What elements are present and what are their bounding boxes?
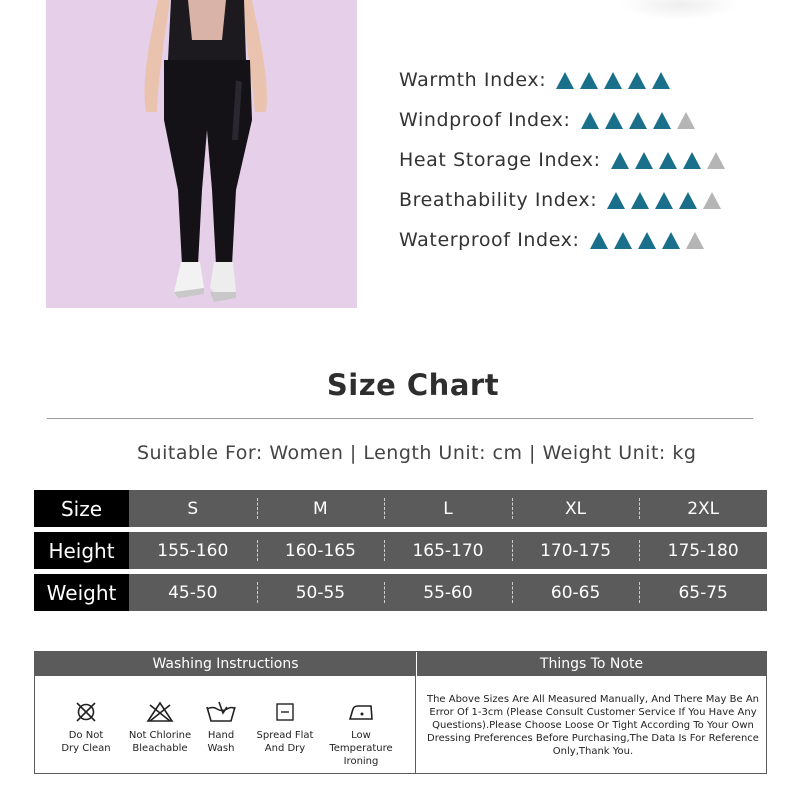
rating-triangle-filled-icon: [683, 152, 701, 169]
washing-instructions-header: Washing Instructions: [35, 652, 416, 676]
title-divider: [47, 418, 753, 419]
height-cell: 170-175: [512, 532, 640, 569]
rating-triangle-filled-icon: [655, 192, 673, 209]
size-chart-title: Size Chart: [326, 368, 500, 402]
care-item: [50, 676, 122, 755]
size-cell: XL: [512, 490, 640, 527]
rating-triangle-filled-icon: [638, 232, 656, 249]
things-to-note-text: The Above Sizes Are All Measured Manually, And There May Be An Error Of 1-3cm (Please Consult Customer Service If You Have Any Questions).Please Choose Loose Or Tight According To Your Own Dressing Preferences Before Purchasing,The Data Is For Reference Only,Thank You.: [426, 694, 760, 757]
rating-triangle-filled-icon: [590, 232, 608, 249]
washing-icons: [35, 676, 415, 773]
care-label: Not Chlorine Bleachable: [128, 730, 192, 754]
care-label: Spread Flat And Dry: [256, 730, 314, 754]
hand-wash-icon: [205, 701, 237, 723]
rating-row-heat-storage: [399, 140, 725, 180]
rating-triangle-empty-icon: [677, 112, 695, 129]
weight-cell: 45-50: [168, 582, 218, 603]
care-label: Low Temperature Ironing: [329, 730, 393, 767]
rating-triangle-filled-icon: [659, 152, 677, 169]
row-header: Size: [34, 490, 129, 527]
rating-label: Breathability Index:: [399, 189, 598, 211]
care-label: Do Not Dry Clean: [61, 730, 111, 754]
rating-triangles: [550, 72, 670, 89]
care-item: [325, 676, 397, 768]
weight-cell: 65-75: [639, 574, 767, 611]
background-highlight: [620, 0, 740, 20]
rating-triangle-empty-icon: [703, 192, 721, 209]
rating-triangles: [575, 112, 695, 129]
weight-cell: 60-65: [512, 574, 640, 611]
rating-triangle-filled-icon: [611, 152, 629, 169]
ratings-panel: [399, 60, 725, 260]
rating-label: Windproof Index:: [399, 109, 571, 131]
size-cell: M: [257, 490, 385, 527]
rating-triangle-filled-icon: [652, 72, 670, 89]
rating-triangles: [605, 152, 725, 169]
do-not-dry-clean-icon: [75, 701, 97, 723]
size-row: [34, 490, 767, 527]
rating-triangle-filled-icon: [614, 232, 632, 249]
rating-triangle-filled-icon: [604, 72, 622, 89]
rating-triangle-filled-icon: [556, 72, 574, 89]
height-cell: 160-165: [257, 532, 385, 569]
rating-triangle-filled-icon: [607, 192, 625, 209]
rating-row-waterproof: [399, 220, 725, 260]
rating-triangle-filled-icon: [605, 112, 623, 129]
rating-label: Waterproof Index:: [399, 229, 580, 251]
no-chlorine-bleach-icon: [146, 701, 174, 723]
height-row: [34, 532, 767, 569]
care-item: [185, 676, 257, 755]
row-header: Weight: [34, 574, 129, 611]
rating-triangle-filled-icon: [631, 192, 649, 209]
product-photo: [46, 0, 357, 308]
weight-cell: 55-60: [384, 574, 512, 611]
weight-row: [34, 574, 767, 611]
rating-triangle-filled-icon: [653, 112, 671, 129]
rating-triangles: [584, 232, 704, 249]
rating-triangle-filled-icon: [679, 192, 697, 209]
weight-cell: 50-55: [257, 574, 385, 611]
rating-row-windproof: [399, 100, 725, 140]
rating-triangle-empty-icon: [707, 152, 725, 169]
rating-triangle-empty-icon: [686, 232, 704, 249]
row-header: Height: [34, 532, 129, 569]
height-cell: 155-160: [157, 540, 229, 561]
care-panel: [34, 651, 767, 774]
things-to-note-header: Things To Note: [417, 652, 766, 676]
size-chart-subtitle: Suitable For: Women | Length Unit: cm | Weight Unit: kg: [137, 442, 697, 464]
rating-triangle-filled-icon: [635, 152, 653, 169]
care-label: Hand Wash: [207, 730, 235, 754]
height-cell: 175-180: [639, 532, 767, 569]
care-item: [249, 676, 321, 755]
rating-triangles: [601, 192, 721, 209]
rating-label: Heat Storage Index:: [399, 149, 601, 171]
rating-triangle-filled-icon: [662, 232, 680, 249]
spread-flat-dry-icon: [274, 701, 296, 723]
rating-row-breathability: [399, 180, 725, 220]
rating-label: Warmth Index:: [399, 69, 547, 91]
care-divider: [415, 676, 416, 773]
rating-triangle-filled-icon: [581, 112, 599, 129]
rating-triangle-filled-icon: [629, 112, 647, 129]
rating-triangle-filled-icon: [628, 72, 646, 89]
low-temp-iron-icon: [347, 701, 375, 723]
model-illustration: [46, 0, 357, 308]
size-cell: L: [384, 490, 512, 527]
rating-triangle-filled-icon: [580, 72, 598, 89]
rating-row-warmth: [399, 60, 725, 100]
size-cell: S: [187, 498, 199, 519]
height-cell: 165-170: [384, 532, 512, 569]
size-cell: 2XL: [639, 490, 767, 527]
